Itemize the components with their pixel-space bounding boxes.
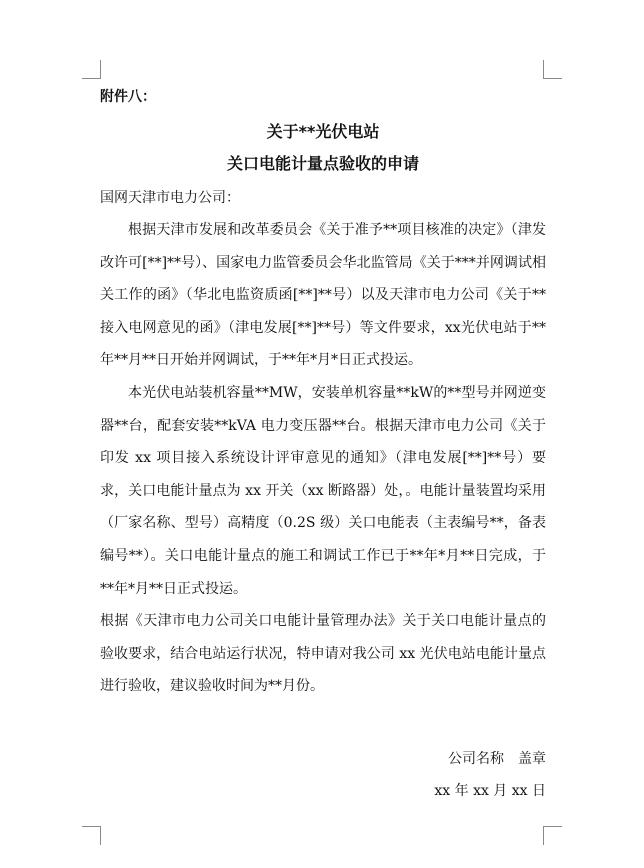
document-body — [100, 84, 546, 807]
recipient-salutation: 国网天津市电力公司： — [100, 190, 240, 206]
signature-block — [100, 743, 546, 807]
paragraph-background: 根据天津市发展和改革委员会《关于准予**项目核准的决定》（津发改许可[**]**号）、国家电力监管委员会华北监管局《关于***并网调试相关工作的函》（华北电监资质函[**]**号）以及天津市电力公司《关于**接入电网意见的函》（津电发展[**]**号）等文件要求，xx光伏电站于**年**月**日开始并网调试，于**年*月*日正式投运。 — [100, 222, 546, 369]
margin-corner-mark-top-left — [82, 60, 101, 79]
signature-date: xx 年 xx 月 xx 日 — [434, 782, 546, 799]
paragraph-installation: 本光伏电站装机容量**MW，安装单机容量**kW的**型号并网逆变器**台，配套安装**kVA 电力变压器**台。根据天津市电力公司《关于印发 xx 项目接入系统设计评审意见的通知》（津电发展[**]**号）要求，关口电能计量点为 xx 开关（xx 断路器）处，。电能计量装置均采用（厂家名称、型号）高精度（0.2S 级）关口电能表（主表编号**，备表编号**）。关口电能计量点的施工和调试工作已于**年*月**日完成，于**年*月**日正式投运。 — [100, 384, 546, 597]
margin-corner-mark-bottom-left — [82, 826, 101, 845]
margin-corner-mark-top-right — [543, 60, 562, 79]
margin-corner-mark-bottom-right — [543, 826, 562, 845]
attachment-label: 附件八： — [100, 89, 156, 105]
company-seal-line: 公司名称 盖章 — [448, 750, 546, 767]
document-title-line-1: 关于**光伏电站 — [266, 122, 380, 141]
paragraph-request: 根据《天津市电力公司关口电能计量管理办法》关于关口电能计量点的验收要求，结合电站运行状况，特申请对我公司 xx 光伏电站电能计量点进行验收，建议验收时间为**月份。 — [100, 613, 546, 695]
document-title-line-2: 关口电能计量点验收的申请 — [226, 154, 419, 173]
